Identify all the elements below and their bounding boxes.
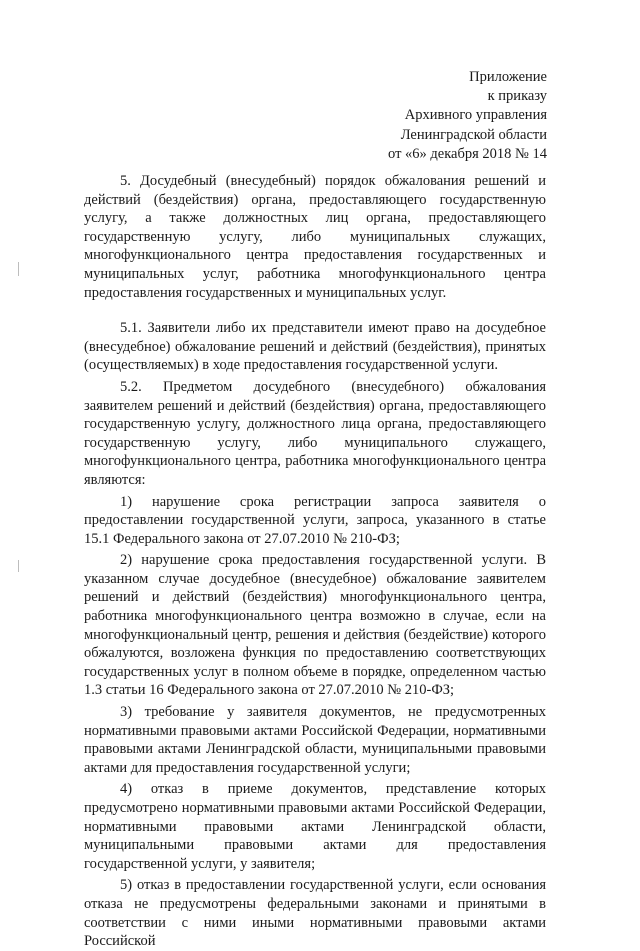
paragraph-5-1: 5.1. Заявители либо их представители имеют право на досудебное (внесудебное) обжалование решений и действий (бездействия), принятых (осуществляемых) в ходе предоставления государственной услуги. <box>84 320 546 374</box>
scan-margin-mark <box>18 262 19 276</box>
section-heading: 5. Досудебный (внесудебный) порядок обжалования решений и действий (бездействия) органа, предоставляющего государственную услугу, а также должностных лиц органа, предоставляющего государственную услугу, либо муниципальных служащих, многофункционального центра предоставления государственных и муниципальных услуг, работника многофункционального центра предоставления государственных и муниципальных услуг. <box>84 173 546 301</box>
list-item: 1) нарушение срока регистрации запроса заявителя о предоставлении государственной услуги, запроса, указанного в статье 15.1 Федерального закона от 27.07.2010 № 210-ФЗ; <box>84 493 546 547</box>
list-item: 5) отказ в предоставлении государственной услуги, если основания отказа не предусмотрены федеральными законами и принятыми в соответствии с ними иными нормативными правовыми актами Российской <box>84 877 546 950</box>
document-body <box>84 172 546 951</box>
scan-margin-mark <box>18 560 19 572</box>
list-item: 3) требование у заявителя документов, не предусмотренных нормативными правовыми актами Российской Федерации, нормативными правовыми актами Ленинградской области, муниципальными правовыми актами для предоставления государственной услуги; <box>84 704 546 776</box>
appendix-department: Архивного управления <box>404 107 547 124</box>
list-item: 4) отказ в приеме документов, представление которых предусмотрено нормативными правовыми актами Российской Федерации, нормативными правовыми актами Ленинградской области, муниципальными правовыми актами для предоставления государственной услуги, у заявителя; <box>84 781 546 872</box>
appendix-title: Приложение <box>469 69 547 85</box>
appendix-date-number: от «6» декабря 2018 № 14 <box>388 145 547 162</box>
appendix-region: Ленинградской области <box>400 126 547 143</box>
appendix-header <box>388 68 547 164</box>
list-item: 2) нарушение срока предоставления государственной услуги. В указанном случае досудебное (внесудебное) обжалование заявителем решений и действий (бездействия) многофункционального центра, работника многофункционального центра возможно в случае, если на многофункциональный центр, решения и действия (бездействие) которого обжалуются, возложена функция по предоставлению соответствующих государственных услуг в полном объеме в порядке, определенном частью 1.3 статьи 16 Федерального закона от 27.07.2010 № 210-ФЗ; <box>84 552 546 699</box>
paragraph-5-2: 5.2. Предметом досудебного (внесудебного) обжалования заявителем решений и действий (бездействия) органа, предоставляющего государственную услугу, должностного лица органа, предоставляющего государственную услугу, либо муниципального служащего, многофункционального центра, работника многофункционального центра являются: <box>84 378 546 488</box>
appendix-to-order: к приказу <box>487 88 547 105</box>
